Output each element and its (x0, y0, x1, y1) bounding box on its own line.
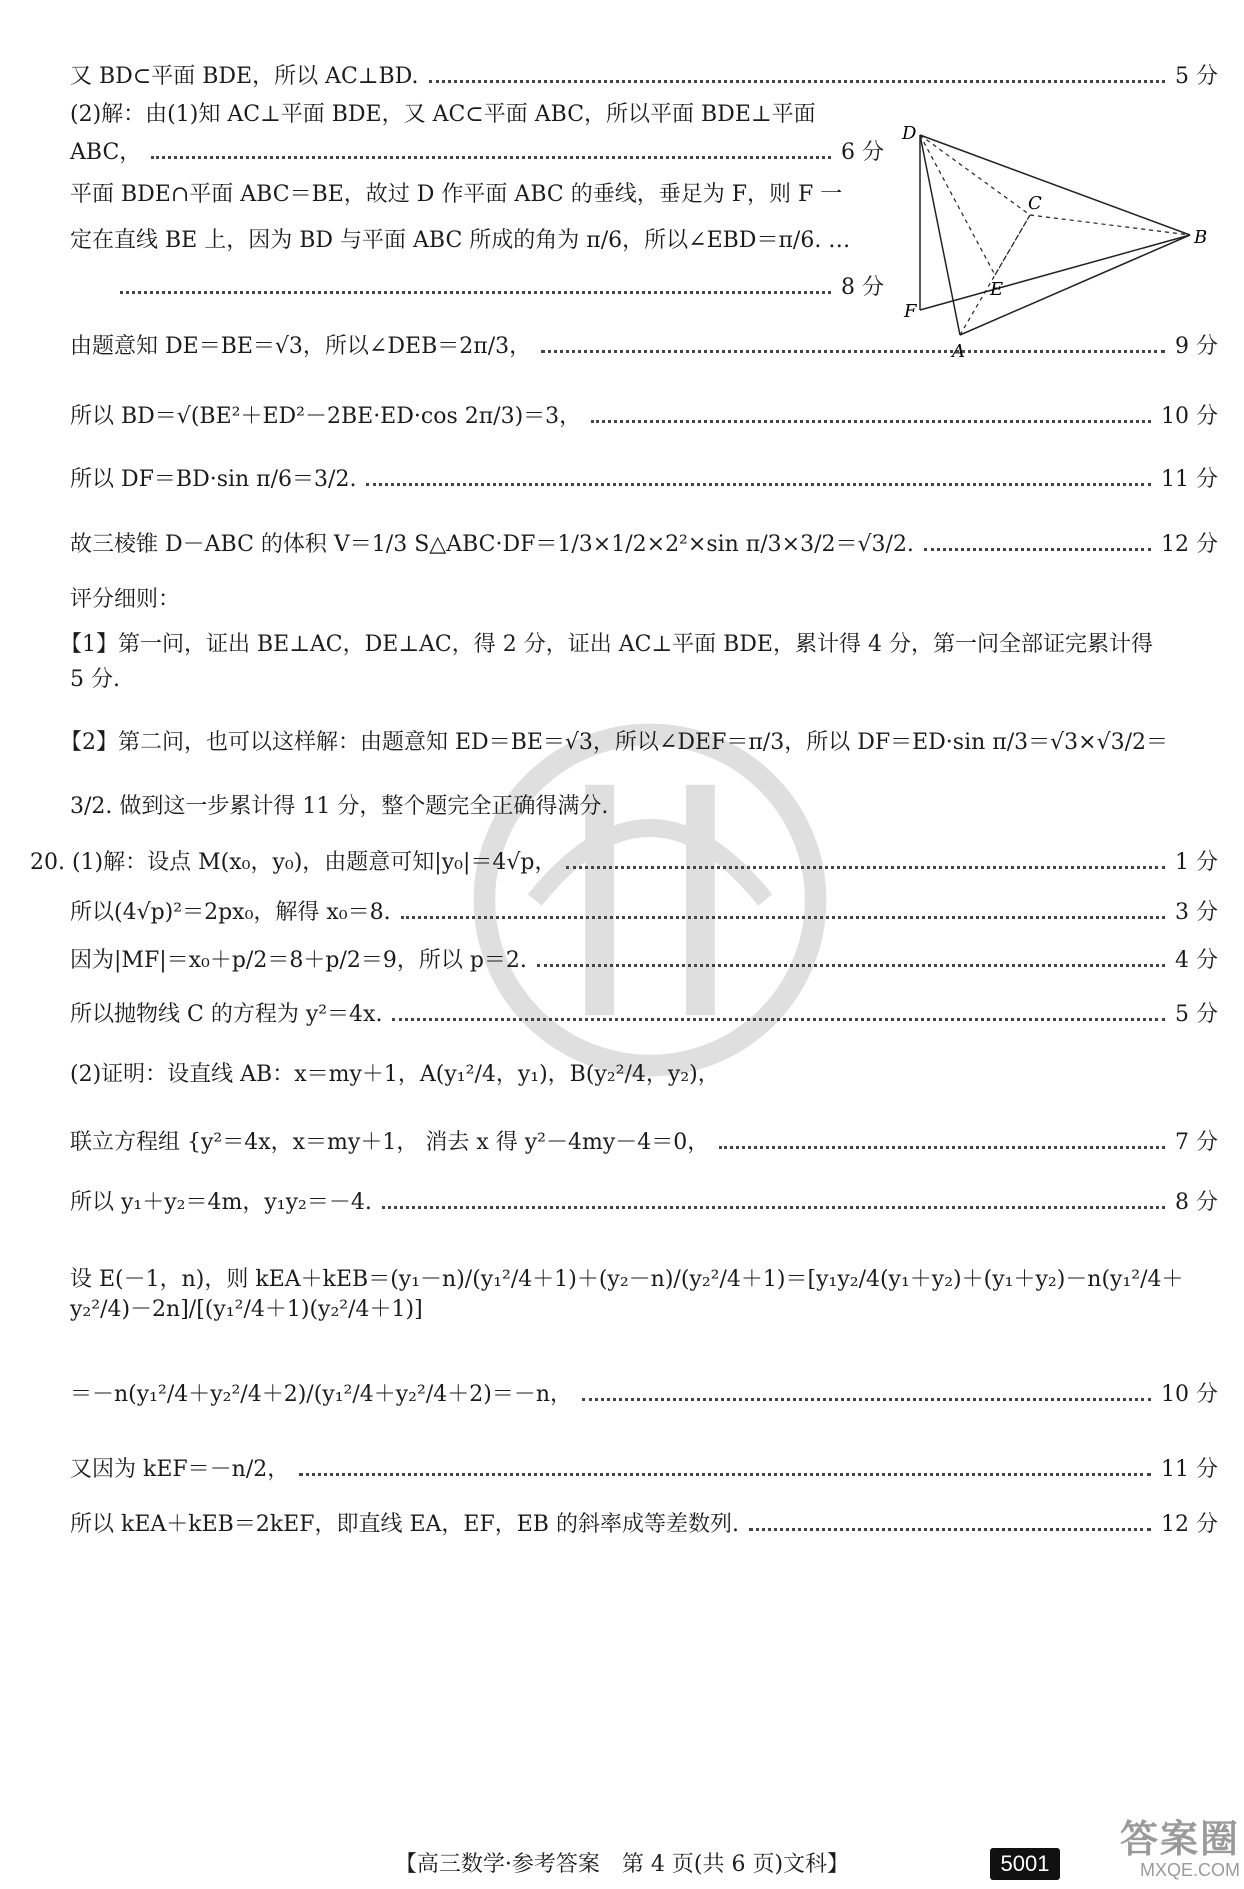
line-7: 由题意知 DE＝BE＝√3，所以∠DEB＝2π/3， 9 分 (70, 334, 1218, 359)
line-26: 所以 kEA＋kEB＝2kEF，即直线 EA，EF，EB 的斜率成等差数列. 12 分 (70, 1512, 1218, 1537)
line-2: (2)解：由(1)知 AC⊥平面 BDE，又 AC⊂平面 ABC，所以平面 BDE⊥平面 (70, 102, 816, 127)
line-8: 所以 BD＝√(BE²＋ED²－2BE·ED·cos 2π/3)＝3， 10 分 (70, 404, 1218, 429)
line-10: 故三棱锥 D－ABC 的体积 V＝1/3 S△ABC·DF＝1/3×1/2×2²×sin π/3×3/2＝√3/2. 12 分 (70, 532, 1218, 557)
line-15: 3/2. 做到这一步累计得 11 分，整个题完全正确得满分. (70, 794, 609, 819)
line-18: 因为|MF|＝x₀＋p/2＝8＋p/2＝9，所以 p＝2. 4 分 (70, 948, 1218, 973)
label-F: F (904, 301, 917, 322)
label-C: C (1028, 193, 1042, 214)
line-13: 5 分. (70, 667, 120, 692)
line-20: (2)证明：设直线 AB：x＝my＋1，A(y₁²/4，y₁)，B(y₂²/4，y₂)， (70, 1062, 720, 1087)
line-6: 8 分 (110, 273, 884, 303)
label-B: B (1194, 227, 1208, 248)
label-D: D (902, 125, 917, 144)
line-4: 平面 BDE∩平面 ABC＝BE，故过 D 作平面 ABC 的垂线，垂足为 F，则 F 一 (70, 182, 843, 207)
label-E: E (990, 279, 1004, 300)
line-23: 设 E(－1，n)，则 kEA＋kEB＝(y₁－n)/(y₁²/4＋1)＋(y₂－n)/(y₂²/4＋1)＝[y₁y₂/4(y₁＋y₂)＋(y₁＋y₂)－n(y₁²/4＋y₂²/4)－2n]/[(y₁²/4＋1)(y₂²/4＋1)] (70, 1267, 1184, 1322)
line-21: 联立方程组 {y²＝4x，x＝my＋1， 消去 x 得 y²－4my－4＝0， 7 分 (70, 1130, 1218, 1155)
line-22: 所以 y₁＋y₂＝4m，y₁y₂＝－4. 8 分 (70, 1190, 1218, 1215)
line-16: 20. (1)解：设点 M(x₀，y₀)，由题意可知|y₀|＝4√p， 1 分 (30, 850, 1218, 875)
line-11: 评分细则： (70, 587, 181, 612)
line-14: 【2】第二问，也可以这样解：由题意知 ED＝BE＝√3，所以∠DEF＝π/3，所以 DF＝ED·sin π/3＝√3×√3/2＝ (60, 730, 1169, 755)
line-19: 所以抛物线 C 的方程为 y²＝4x. 5 分 (70, 1002, 1218, 1027)
line-12: 【1】第一问，证出 BE⊥AC，DE⊥AC，得 2 分，证出 AC⊥平面 BDE，累计得 4 分，第一问全部证完累计得 (60, 632, 1153, 657)
line-1: 又 BD⊂平面 BDE，所以 AC⊥BD. 5 分 (70, 64, 1218, 89)
label-A: A (952, 341, 965, 362)
line-17: 所以(4√p)²＝2px₀，解得 x₀＝8. 3 分 (70, 900, 1218, 925)
code-badge: 5001 (990, 1848, 1060, 1880)
page-footer: 【高三数学·参考答案 第 4 页(共 6 页)文科】 (394, 1852, 850, 1877)
line-9: 所以 DF＝BD·sin π/6＝3/2. 11 分 (70, 467, 1218, 492)
site-logo: 答案圈 MXQE.COM (1119, 1819, 1240, 1880)
line-3: ABC， 6 分 (70, 140, 884, 165)
line-24: ＝－n(y₁²/4＋y₂²/4＋2)/(y₁²/4＋y₂²/4＋2)＝－n， 10 分 (70, 1382, 1218, 1407)
line-5: 定在直线 BE 上，因为 BD 与平面 ABC 所成的角为 π/6，所以∠EBD＝π/6. … (70, 228, 851, 253)
line-25: 又因为 kEF＝－n/2， 11 分 (70, 1457, 1218, 1482)
